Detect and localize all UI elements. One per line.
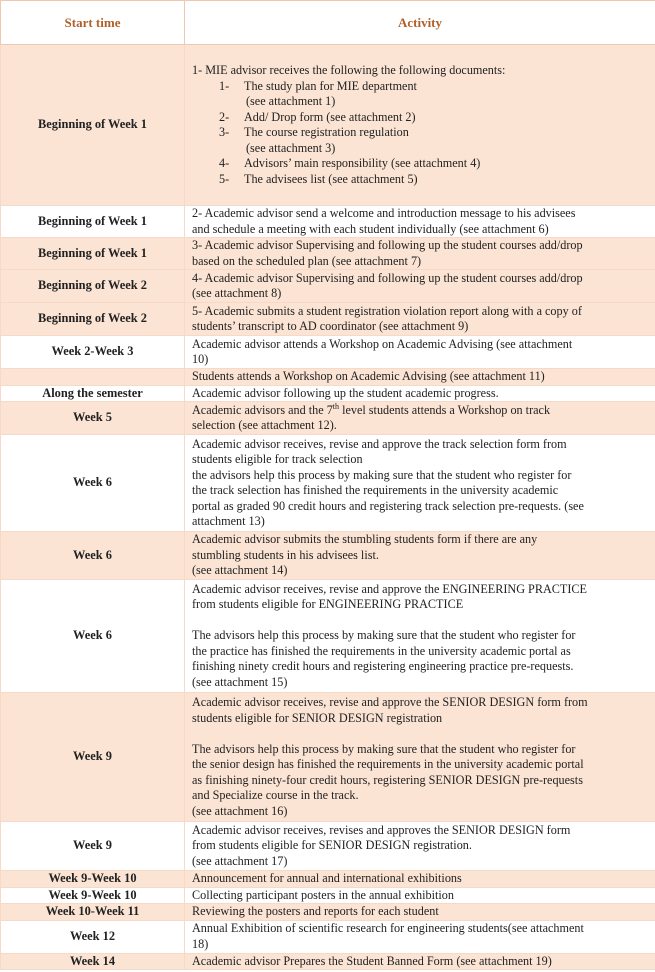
activity-cell: Announcement for annual and international exhibitions xyxy=(185,871,655,888)
list-item: 2- Add/ Drop form (see attachment 2) xyxy=(219,109,416,124)
list-item: 3- The course registration regulation (see attachment 3) xyxy=(219,125,409,155)
activity-cell: Academic advisors and the 7th level students attends a Workshop on track selection (see attachment 12). xyxy=(185,402,655,435)
activity-cell: Academic advisor receives, revises and approves the SENIOR DESIGN form from students eligible for SENIOR DESIGN registration. (see attachment 17) xyxy=(185,822,655,871)
activity-cell: Annual Exhibition of scientific research for engineering students(see attachment 18) xyxy=(185,920,655,953)
activity-cell xyxy=(185,45,655,206)
activity-cell: 5- Academic submits a student registration violation report along with a copy of students’ transcript to AD coordinator (see attachment 9) xyxy=(185,303,655,336)
start-time-cell: Week 14 xyxy=(1,953,185,970)
activity-cell: 2- Academic advisor send a welcome and introduction message to his advisees and schedule a meeting with each student individually (see attachment 6) xyxy=(185,206,655,238)
table-row xyxy=(1,904,655,921)
table-row xyxy=(1,953,655,970)
activity-cell: Academic advisor receives, revise and approve the ENGINEERING PRACTICE from students eligible for ENGINEERING PRACTICE The advisors help this process by making sure that the student who register for the practice has finished the requirements in the university academic portal as finishing ninety credit hours and registering engineering practice pre-requests. (see attachment 15) xyxy=(185,580,655,693)
table-row xyxy=(1,385,655,402)
activity-line: 1- MIE advisor receives the following the following documents: xyxy=(192,63,506,77)
start-time-cell: Week 2-Week 3 xyxy=(1,336,185,369)
table-row xyxy=(1,920,655,953)
start-time-cell: Beginning of Week 1 xyxy=(1,206,185,238)
table-row xyxy=(1,238,655,270)
document-list xyxy=(192,79,652,188)
table-row xyxy=(1,303,655,336)
table-header-row xyxy=(1,1,655,45)
list-item: 5- The advisees list (see attachment 5) xyxy=(219,171,418,186)
table-row xyxy=(1,871,655,888)
table-row xyxy=(1,369,655,386)
activity-cell: 4- Academic advisor Supervising and following up the student courses add/drop (see attachment 8) xyxy=(185,270,655,303)
table-row xyxy=(1,693,655,822)
start-time-cell xyxy=(1,369,185,386)
start-time-cell: Week 6 xyxy=(1,532,185,580)
start-time-cell: Week 12 xyxy=(1,920,185,953)
table-row xyxy=(1,270,655,303)
start-time-header: Start time xyxy=(1,1,185,45)
start-time-cell: Beginning of Week 1 xyxy=(1,45,185,206)
table-row xyxy=(1,402,655,435)
activity-cell: Academic advisor receives, revise and approve the track selection form from students eligible for track selection the advisors help this process by making sure that the student who register for the track selection has finished the requirements in the university academic portal as graded 90 credit hours and registering track selection pre-requests. (see attachment 13) xyxy=(185,435,655,532)
start-time-cell: Week 9 xyxy=(1,693,185,822)
start-time-cell: Beginning of Week 1 xyxy=(1,238,185,270)
activity-cell: Academic advisor following up the student academic progress. xyxy=(185,385,655,402)
start-time-cell: Along the semester xyxy=(1,385,185,402)
activity-cell: Academic advisor attends a Workshop on Academic Advising (see attachment 10) xyxy=(185,336,655,369)
activity-cell: Reviewing the posters and reports for each student xyxy=(185,904,655,921)
start-time-cell: Beginning of Week 2 xyxy=(1,303,185,336)
activity-cell: 3- Academic advisor Supervising and following up the student courses add/drop based on the scheduled plan (see attachment 7) xyxy=(185,238,655,270)
start-time-cell: Week 10-Week 11 xyxy=(1,904,185,921)
activity-cell: Academic advisor Prepares the Student Banned Form (see attachment 19) xyxy=(185,953,655,970)
table-row xyxy=(1,580,655,693)
table-row xyxy=(1,435,655,532)
start-time-cell: Week 9-Week 10 xyxy=(1,871,185,888)
start-time-cell: Week 9-Week 10 xyxy=(1,887,185,904)
activity-cell: Collecting participant posters in the annual exhibition xyxy=(185,887,655,904)
activity-cell: Academic advisor submits the stumbling students form if there are any stumbling students in his advisees list. (see attachment 14) xyxy=(185,532,655,580)
activity-cell: Academic advisor receives, revise and approve the SENIOR DESIGN form from students eligible for SENIOR DESIGN registration The advisors help this process by making sure that the student who register for the senior design has finished the requirements in the university academic portal as finishing ninety-four credit hours, registering SENIOR DESIGN pre-requests and Specialize course in the track. (see attachment 16) xyxy=(185,693,655,822)
list-item: 1- The study plan for MIE department (see attachment 1) xyxy=(219,78,417,108)
table-row xyxy=(1,206,655,238)
table-row xyxy=(1,887,655,904)
start-time-cell: Week 5 xyxy=(1,402,185,435)
table-row xyxy=(1,532,655,580)
table-row xyxy=(1,822,655,871)
start-time-cell: Week 6 xyxy=(1,435,185,532)
table-row xyxy=(1,336,655,369)
start-time-cell: Beginning of Week 2 xyxy=(1,270,185,303)
activity-header: Activity xyxy=(185,1,655,45)
activity-cell: Students attends a Workshop on Academic Advising (see attachment 11) xyxy=(185,369,655,386)
start-time-cell: Week 6 xyxy=(1,580,185,693)
table-row xyxy=(1,45,655,206)
list-item: 4- Advisors’ main responsibility (see attachment 4) xyxy=(219,156,481,170)
start-time-cell: Week 9 xyxy=(1,822,185,871)
